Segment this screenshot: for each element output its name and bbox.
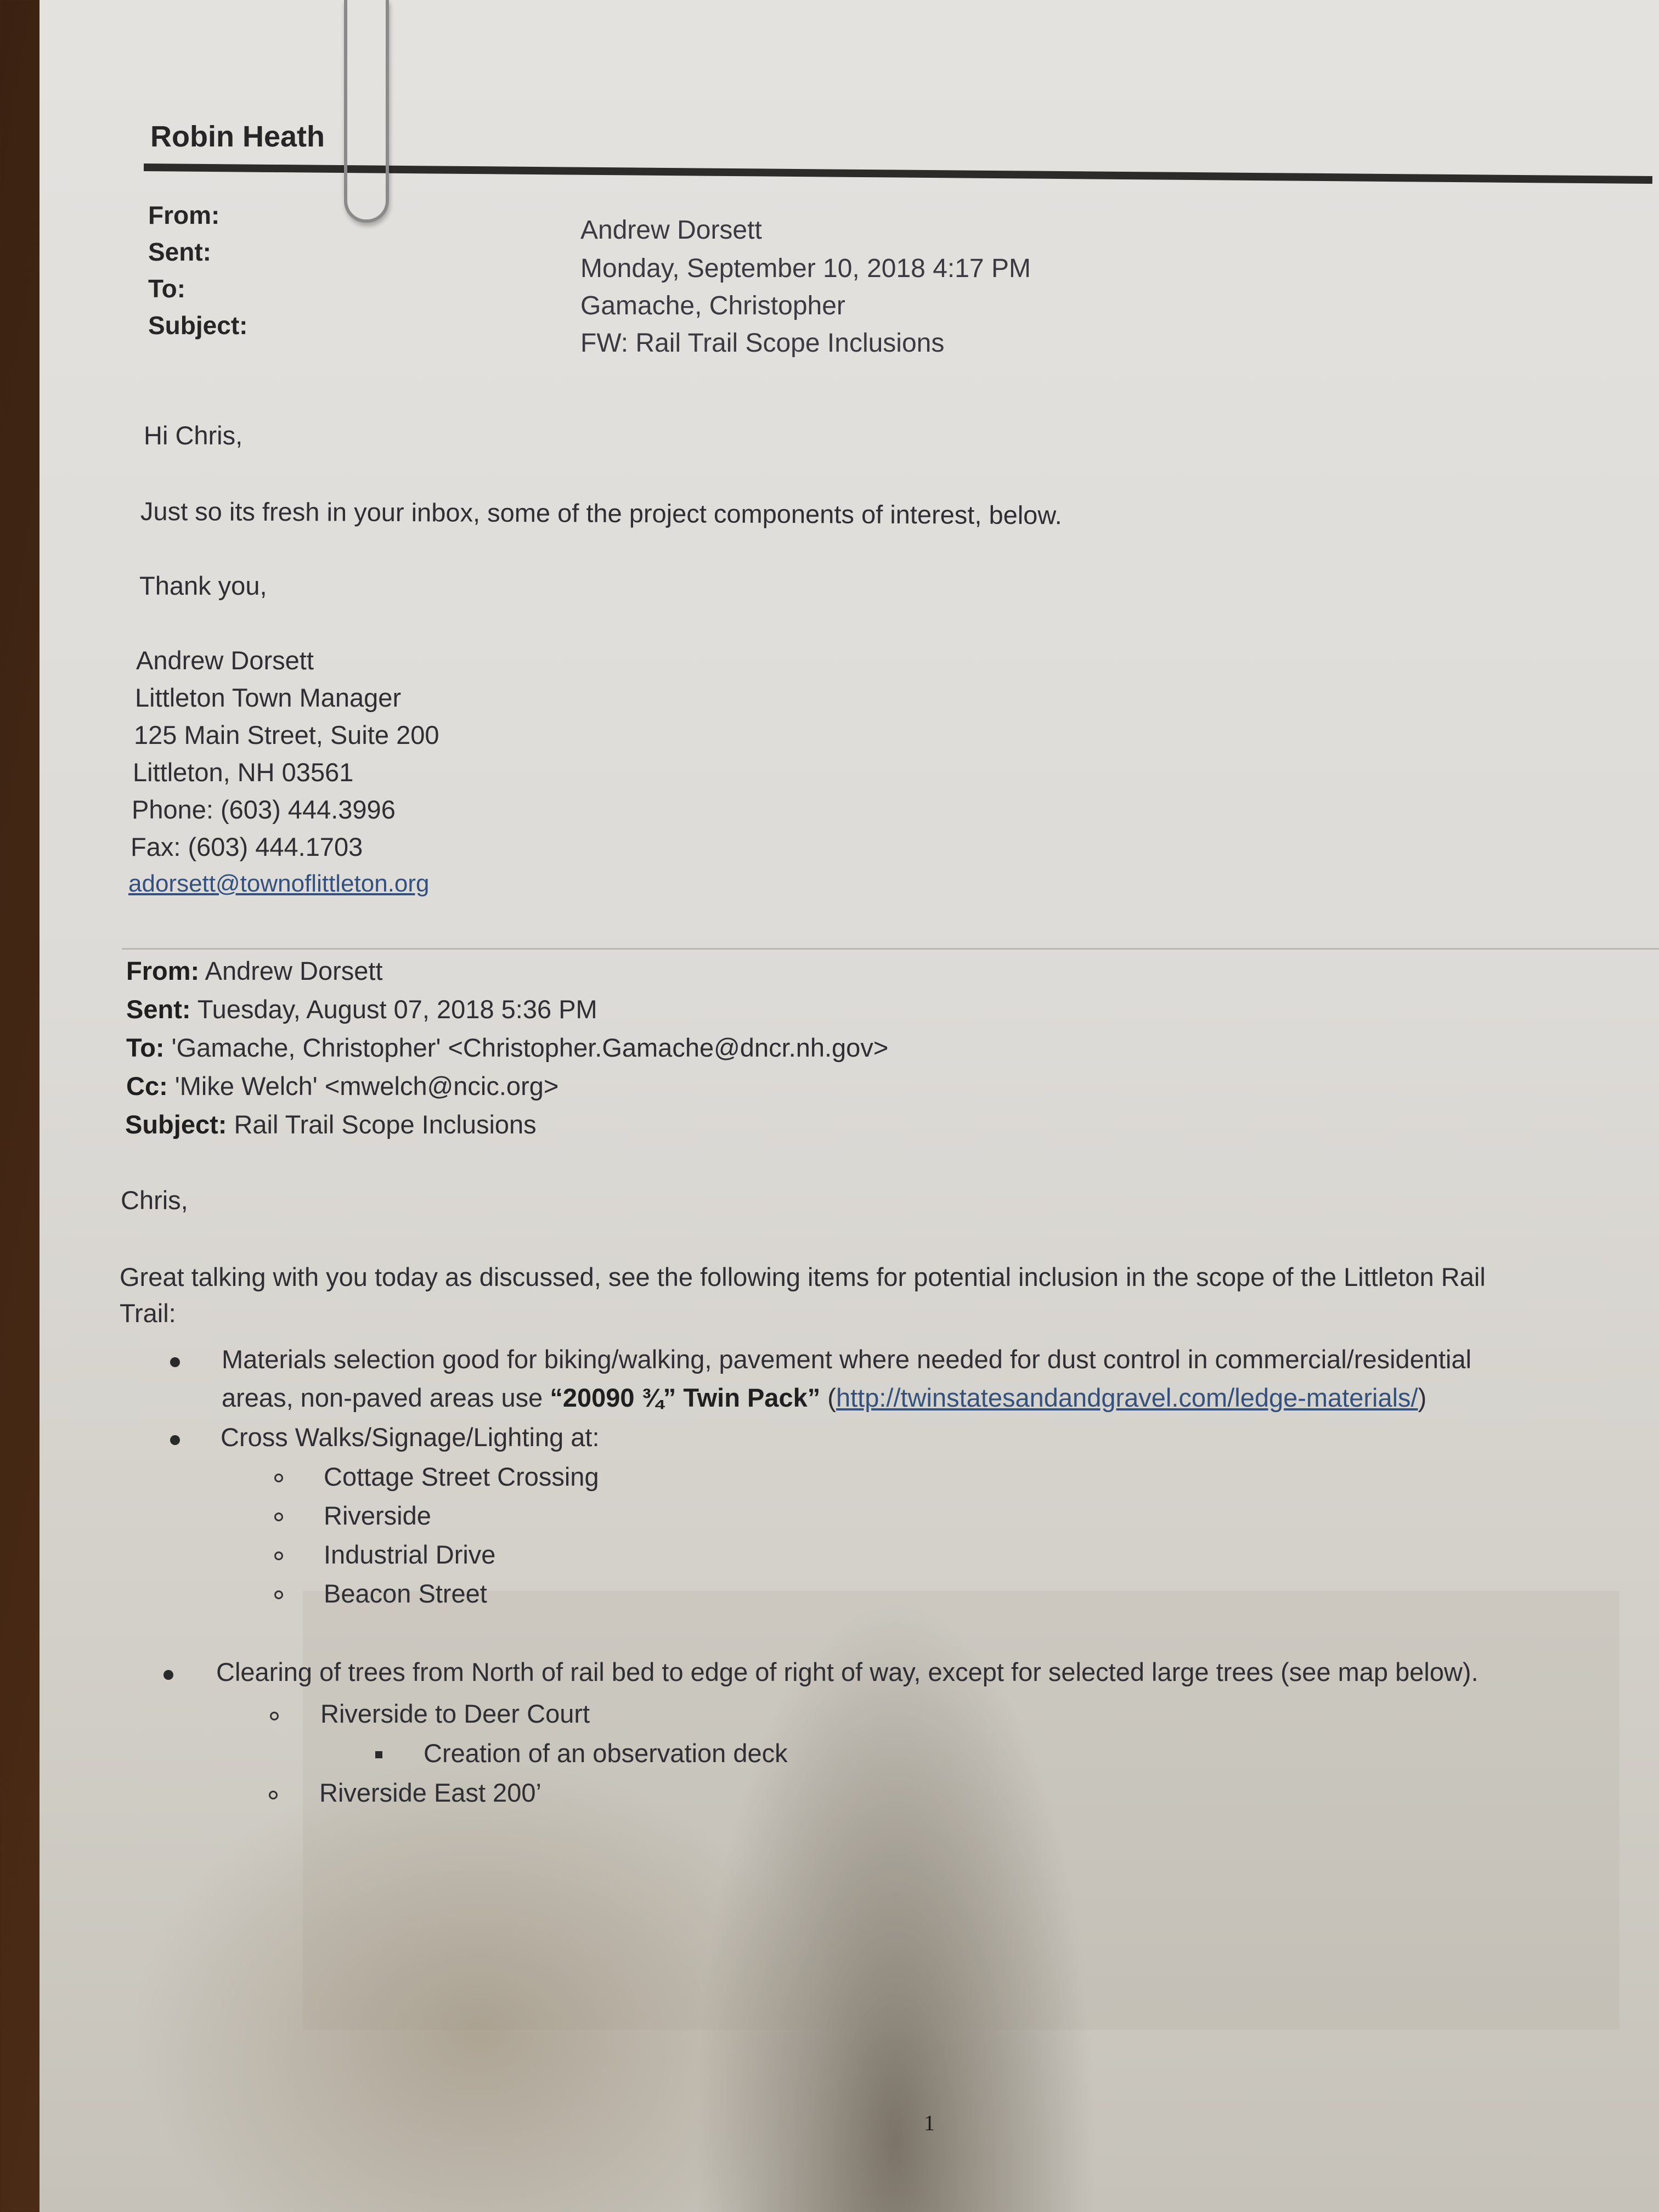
header-label-subject: Subject: (148, 311, 248, 340)
bullet-materials-line1: Materials selection good for biking/walking, pavement where needed for dust control in commercial/residential (222, 1345, 1472, 1374)
crosswalk-location: Riverside (324, 1501, 431, 1530)
bullet-materials-line2 (222, 1383, 1426, 1413)
header-value-to: Gamache, Christopher (580, 291, 845, 320)
crosswalk-location: Beacon Street (324, 1579, 487, 1608)
paperclip-icon (344, 0, 389, 223)
fwd-intro-line2: Trail: (120, 1299, 176, 1328)
fwd-subject (125, 1109, 537, 1139)
bullet-clearing: Clearing of trees from North of rail bed to edge of right of way, except for selected large trees (see map below). (216, 1657, 1479, 1686)
clearing-sub-detail: Creation of an observation deck (424, 1739, 788, 1768)
signature-email-link[interactable]: adorsett@townoflittleton.org (128, 870, 430, 897)
signature-city: Littleton, NH 03561 (133, 758, 354, 787)
fwd-from-value: Andrew Dorsett (199, 956, 383, 985)
closing: Thank you, (139, 571, 267, 600)
bullet-crosswalks: Cross Walks/Signage/Lighting at: (221, 1423, 600, 1452)
clearing-sub-item: Riverside East 200’ (319, 1778, 541, 1807)
circle-bullet-icon (270, 1712, 279, 1720)
fwd-from-label: From: (126, 956, 200, 985)
fwd-cc (126, 1071, 558, 1101)
bullet-icon (170, 1357, 180, 1367)
materials-open-paren: ( (820, 1383, 836, 1412)
fwd-greeting: Chris, (121, 1186, 188, 1215)
fwd-subject-value: Rail Trail Scope Inclusions (227, 1110, 537, 1139)
fwd-to (126, 1032, 888, 1063)
fwd-to-label: To: (126, 1033, 165, 1062)
header-label-sent: Sent: (148, 238, 211, 266)
fwd-intro-line1: Great talking with you today as discussed, see the following items for potential inclusion in the scope of the Littleton Rail (120, 1262, 1486, 1291)
fwd-sent-label: Sent: (126, 995, 191, 1024)
circle-bullet-icon (274, 1513, 283, 1521)
materials-prefix: areas, non-paved areas use (222, 1383, 550, 1412)
bullet-icon (170, 1435, 180, 1445)
header-value-sent: Monday, September 10, 2018 4:17 PM (580, 254, 1031, 283)
fwd-to-value: 'Gamache, Christopher' <Christopher.Gamache@dncr.nh.gov> (164, 1033, 889, 1062)
bullet-icon (163, 1670, 173, 1680)
signature-address: 125 Main Street, Suite 200 (134, 720, 439, 749)
fwd-from (126, 956, 383, 986)
materials-product: “20090 ¾” Twin Pack” (550, 1383, 821, 1412)
greeting: Hi Chris, (144, 421, 243, 450)
document-owner-title: Robin Heath (150, 120, 325, 153)
materials-close-paren: ) (1418, 1383, 1427, 1412)
square-bullet-icon (375, 1751, 382, 1758)
page-number: 1 (924, 2111, 935, 2135)
forward-separator (122, 948, 1659, 950)
header-value-subject: FW: Rail Trail Scope Inclusions (580, 329, 945, 358)
circle-bullet-icon (274, 1551, 283, 1560)
circle-bullet-icon (274, 1590, 283, 1599)
crosswalk-location: Industrial Drive (324, 1540, 496, 1569)
signature-name: Andrew Dorsett (136, 646, 314, 675)
signature-fax: Fax: (603) 444.1703 (131, 832, 363, 861)
signature-title: Littleton Town Manager (135, 683, 402, 712)
fwd-sent-value: Tuesday, August 07, 2018 5:36 PM (190, 995, 597, 1024)
fwd-cc-label: Cc: (126, 1071, 168, 1101)
header-value-from: Andrew Dorsett (580, 216, 762, 245)
header-label-to: To: (148, 274, 186, 303)
intro-text: Just so its fresh in your inbox, some of the project components of interest, below. (140, 496, 1062, 530)
clearing-sub-item: Riverside to Deer Court (320, 1699, 590, 1728)
circle-bullet-icon (274, 1474, 283, 1482)
crosswalk-location: Cottage Street Crossing (324, 1462, 599, 1491)
materials-link[interactable]: http://twinstatesandandgravel.com/ledge-materials/ (836, 1383, 1418, 1412)
header-label-from: From: (148, 201, 220, 229)
fwd-sent (126, 994, 597, 1024)
signature-phone: Phone: (603) 444.3996 (132, 795, 396, 824)
circle-bullet-icon (269, 1791, 278, 1799)
fwd-cc-value: 'Mike Welch' <mwelch@ncic.org> (167, 1071, 559, 1101)
fwd-subject-label: Subject: (125, 1110, 227, 1139)
printed-page (40, 0, 1659, 2212)
